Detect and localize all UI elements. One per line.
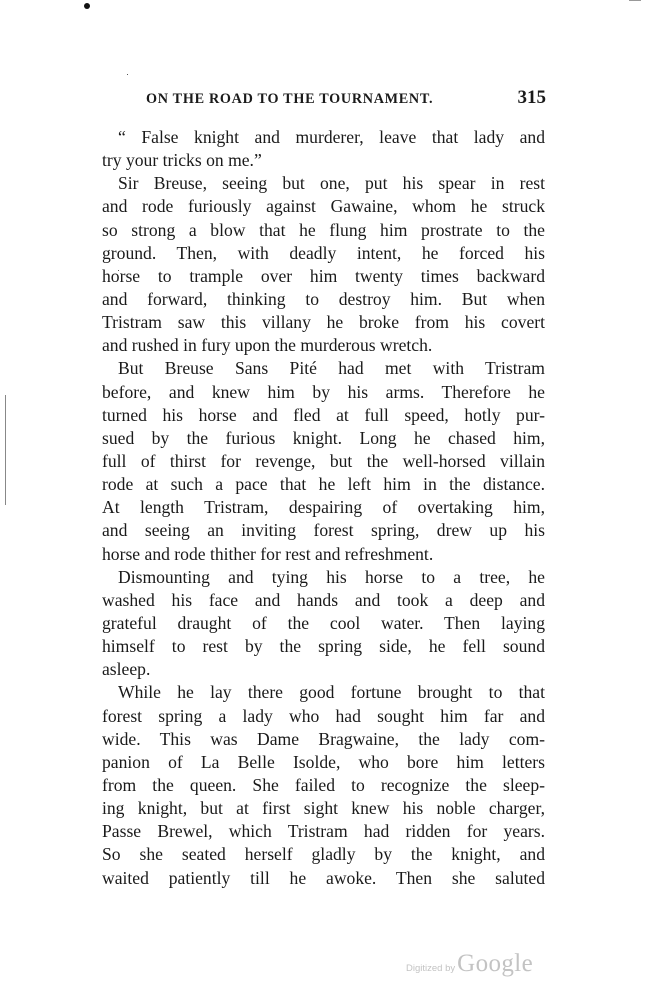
text-line: forest spring a lady who had sought him far and [102,705,545,726]
text-line: While he lay there good fortune brought to that [118,682,545,703]
text-line: and rushed in fury upon the murderous wretch. [102,335,433,356]
text-line: Passe Brewel, which Tristram had ridden for years. [102,821,545,842]
text-line: Tristram saw this villany he broke from his covert [102,312,545,333]
body-text [102,126,545,890]
text-line: and rode furiously against Gawaine, whom he struck [102,196,545,217]
running-head: ON THE ROAD TO THE TOURNAMENT. [146,91,434,107]
text-line: At length Tristram, despairing of overtaking him, [102,497,545,518]
text-line: himself to rest by the spring side, he fell sound [102,636,545,657]
text-line: washed his face and hands and took a deep and [102,589,545,610]
text-line: Dismounting and tying his horse to a tree, he [118,566,545,587]
page-header [146,87,546,117]
text-line: full of thirst for revenge, but the well-horsed villain [102,450,545,471]
paper-speck [127,74,128,75]
text-line: horse and rode thither for rest and refreshment. [102,543,434,564]
text-line: before, and knew him by his arms. Therefore he [102,381,545,402]
text-line: and seeing an inviting forest spring, drew up his [102,520,545,541]
text-line: Sir Breuse, seeing but one, put his spear in rest [118,173,545,194]
text-line: rode at such a pace that he left him in the distance. [102,474,545,495]
text-line: turned his horse and fled at full speed, hotly pur- [102,404,545,425]
text-line: But Breuse Sans Pité had met with Tristram [118,358,545,379]
text-line: asleep. [102,659,151,680]
ink-dot [84,3,90,9]
digitized-by-label: Digitized by [406,963,456,974]
google-watermark [406,950,533,978]
text-line: so strong a blow that he flung him prostrate to the [102,219,545,240]
page-number: 315 [517,87,546,108]
corner-mark [629,0,641,1]
text-line: horse to trample over him twenty times backward [102,265,545,286]
page-edge-mark [5,395,6,505]
google-logo: Google [457,950,534,977]
text-line: from the queen. She failed to recognize the sleep- [102,774,545,795]
text-line: waited patiently till he awoke. Then she saluted [102,867,545,888]
text-line: sued by the furious knight. Long he chased him, [102,427,545,448]
text-line: grateful draught of the cool water. Then laying [102,612,545,633]
text-line: So she seated herself gladly by the knight, and [102,844,545,865]
text-line: ground. Then, with deadly intent, he forced his [102,242,545,263]
text-line: wide. This was Dame Bragwaine, the lady com- [102,728,545,749]
text-line: and forward, thinking to destroy him. But when [102,288,545,309]
text-line: “ False knight and murderer, leave that lady and [118,127,545,147]
text-line: panion of La Belle Isolde, who bore him letters [102,751,545,772]
text-line: try your tricks on me.” [102,150,262,171]
text-line: ing knight, but at first sight knew his noble charger, [102,798,545,819]
